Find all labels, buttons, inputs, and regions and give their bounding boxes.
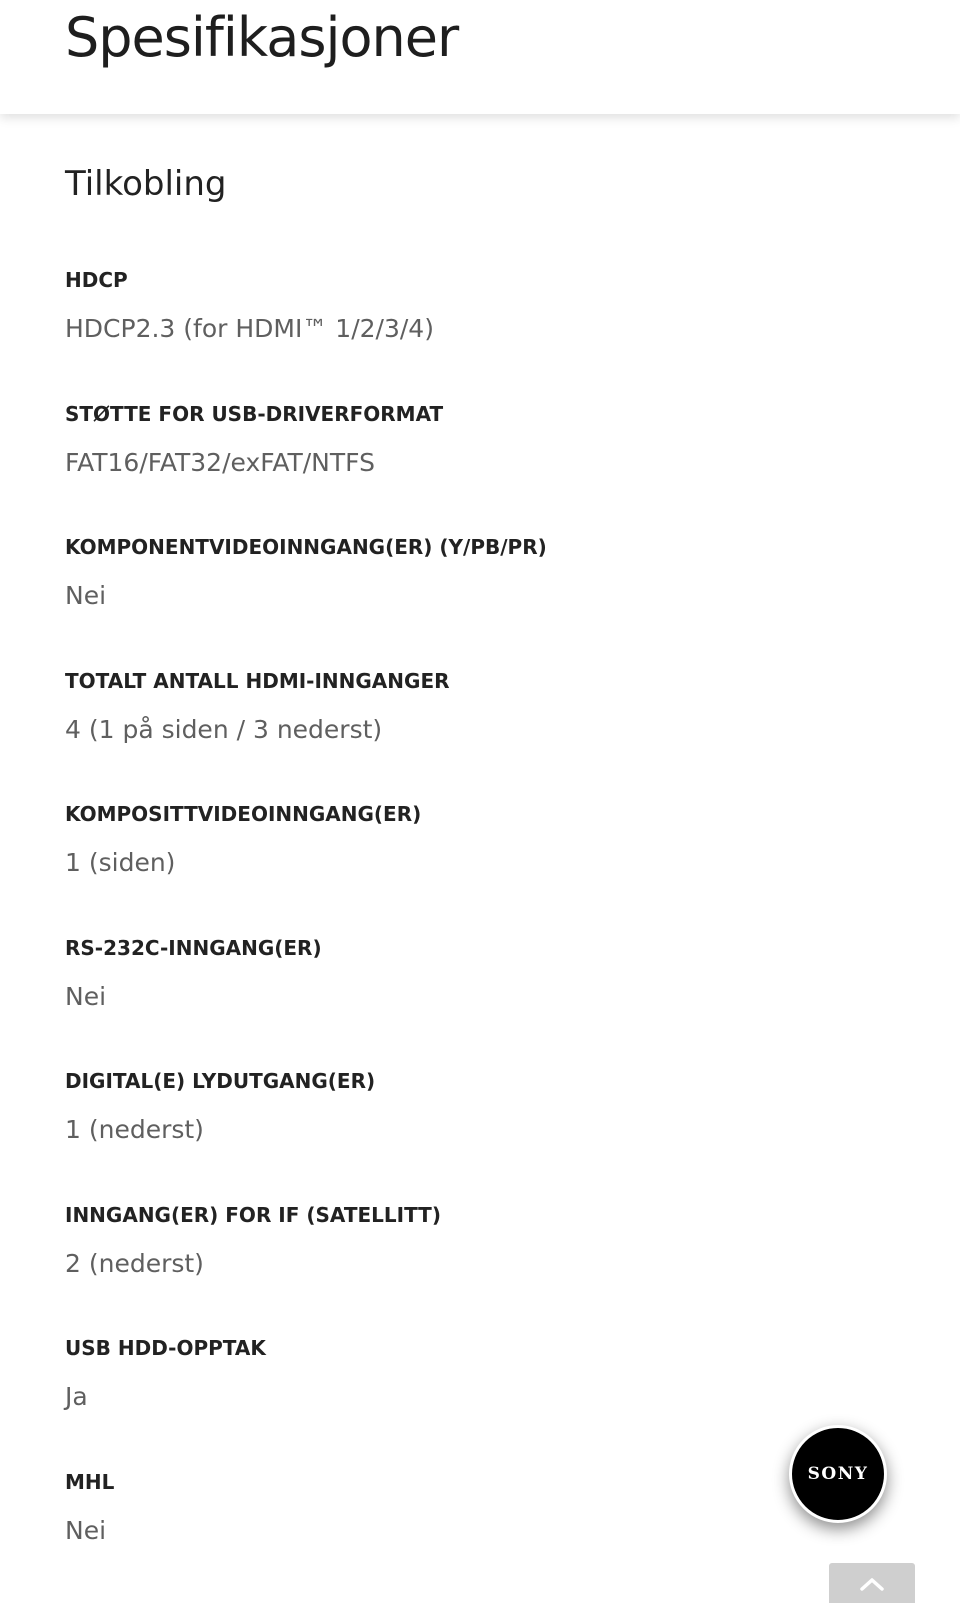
spec-label: KOMPONENTVIDEOINNGANG(ER) (Y/PB/PR) [65,535,547,559]
spec-item-component-video [65,533,885,667]
spec-label: INNGANG(ER) FOR IF (SATELLITT) [65,1202,441,1227]
spec-label: KOMPOSITTVIDEOINNGANG(ER) [65,802,422,826]
spec-item-usb-driver-format [65,400,885,534]
spec-value: 1 (nederst) [65,1115,204,1144]
spec-value: FAT16/FAT32/exFAT/NTFS [65,447,375,477]
sony-logo: SONY [807,1464,869,1484]
spec-label: USB HDD-OPPTAK [65,1336,266,1360]
spec-value: 2 (nederst) [65,1248,204,1278]
sony-assistant-button[interactable] [789,1425,887,1523]
spec-label: STØTTE FOR USB-DRIVERFORMAT [65,401,444,426]
spec-item-mhl [65,1468,885,1602]
spec-value: 1 (siden) [65,848,176,877]
page-header [0,0,960,114]
spec-value: 4 (1 på siden / 3 nederst) [65,714,383,744]
spec-item-rs232c [65,934,885,1068]
spec-label: RS-232C-INNGANG(ER) [65,935,322,960]
chevron-up-icon [860,1577,884,1591]
spec-value: HDCP2.3 (for HDMI™ 1/2/3/4) [65,314,434,343]
spec-list [65,266,885,1601]
spec-item-hdcp [65,266,885,400]
spec-item-digital-audio-out [65,1067,885,1201]
spec-label: DIGITAL(E) LYDUTGANG(ER) [65,1069,376,1093]
spec-label: HDCP [65,268,128,292]
spec-item-hdmi-inputs [65,667,885,801]
spec-item-composite-video [65,800,885,934]
spec-value: Nei [65,981,107,1011]
spec-item-if-satellite [65,1201,885,1335]
page-title: Spesifikasjoner [65,6,459,69]
spec-label: MHL [65,1469,115,1494]
spec-value: Nei [65,1515,107,1545]
spec-label: TOTALT ANTALL HDMI-INNGANGER [65,668,450,693]
spec-item-usb-hdd-recording [65,1334,885,1468]
section-title: Tilkobling [65,164,227,204]
spec-value: Ja [65,1382,88,1411]
spec-value: Nei [65,581,107,610]
scroll-to-top-button[interactable] [829,1563,915,1603]
